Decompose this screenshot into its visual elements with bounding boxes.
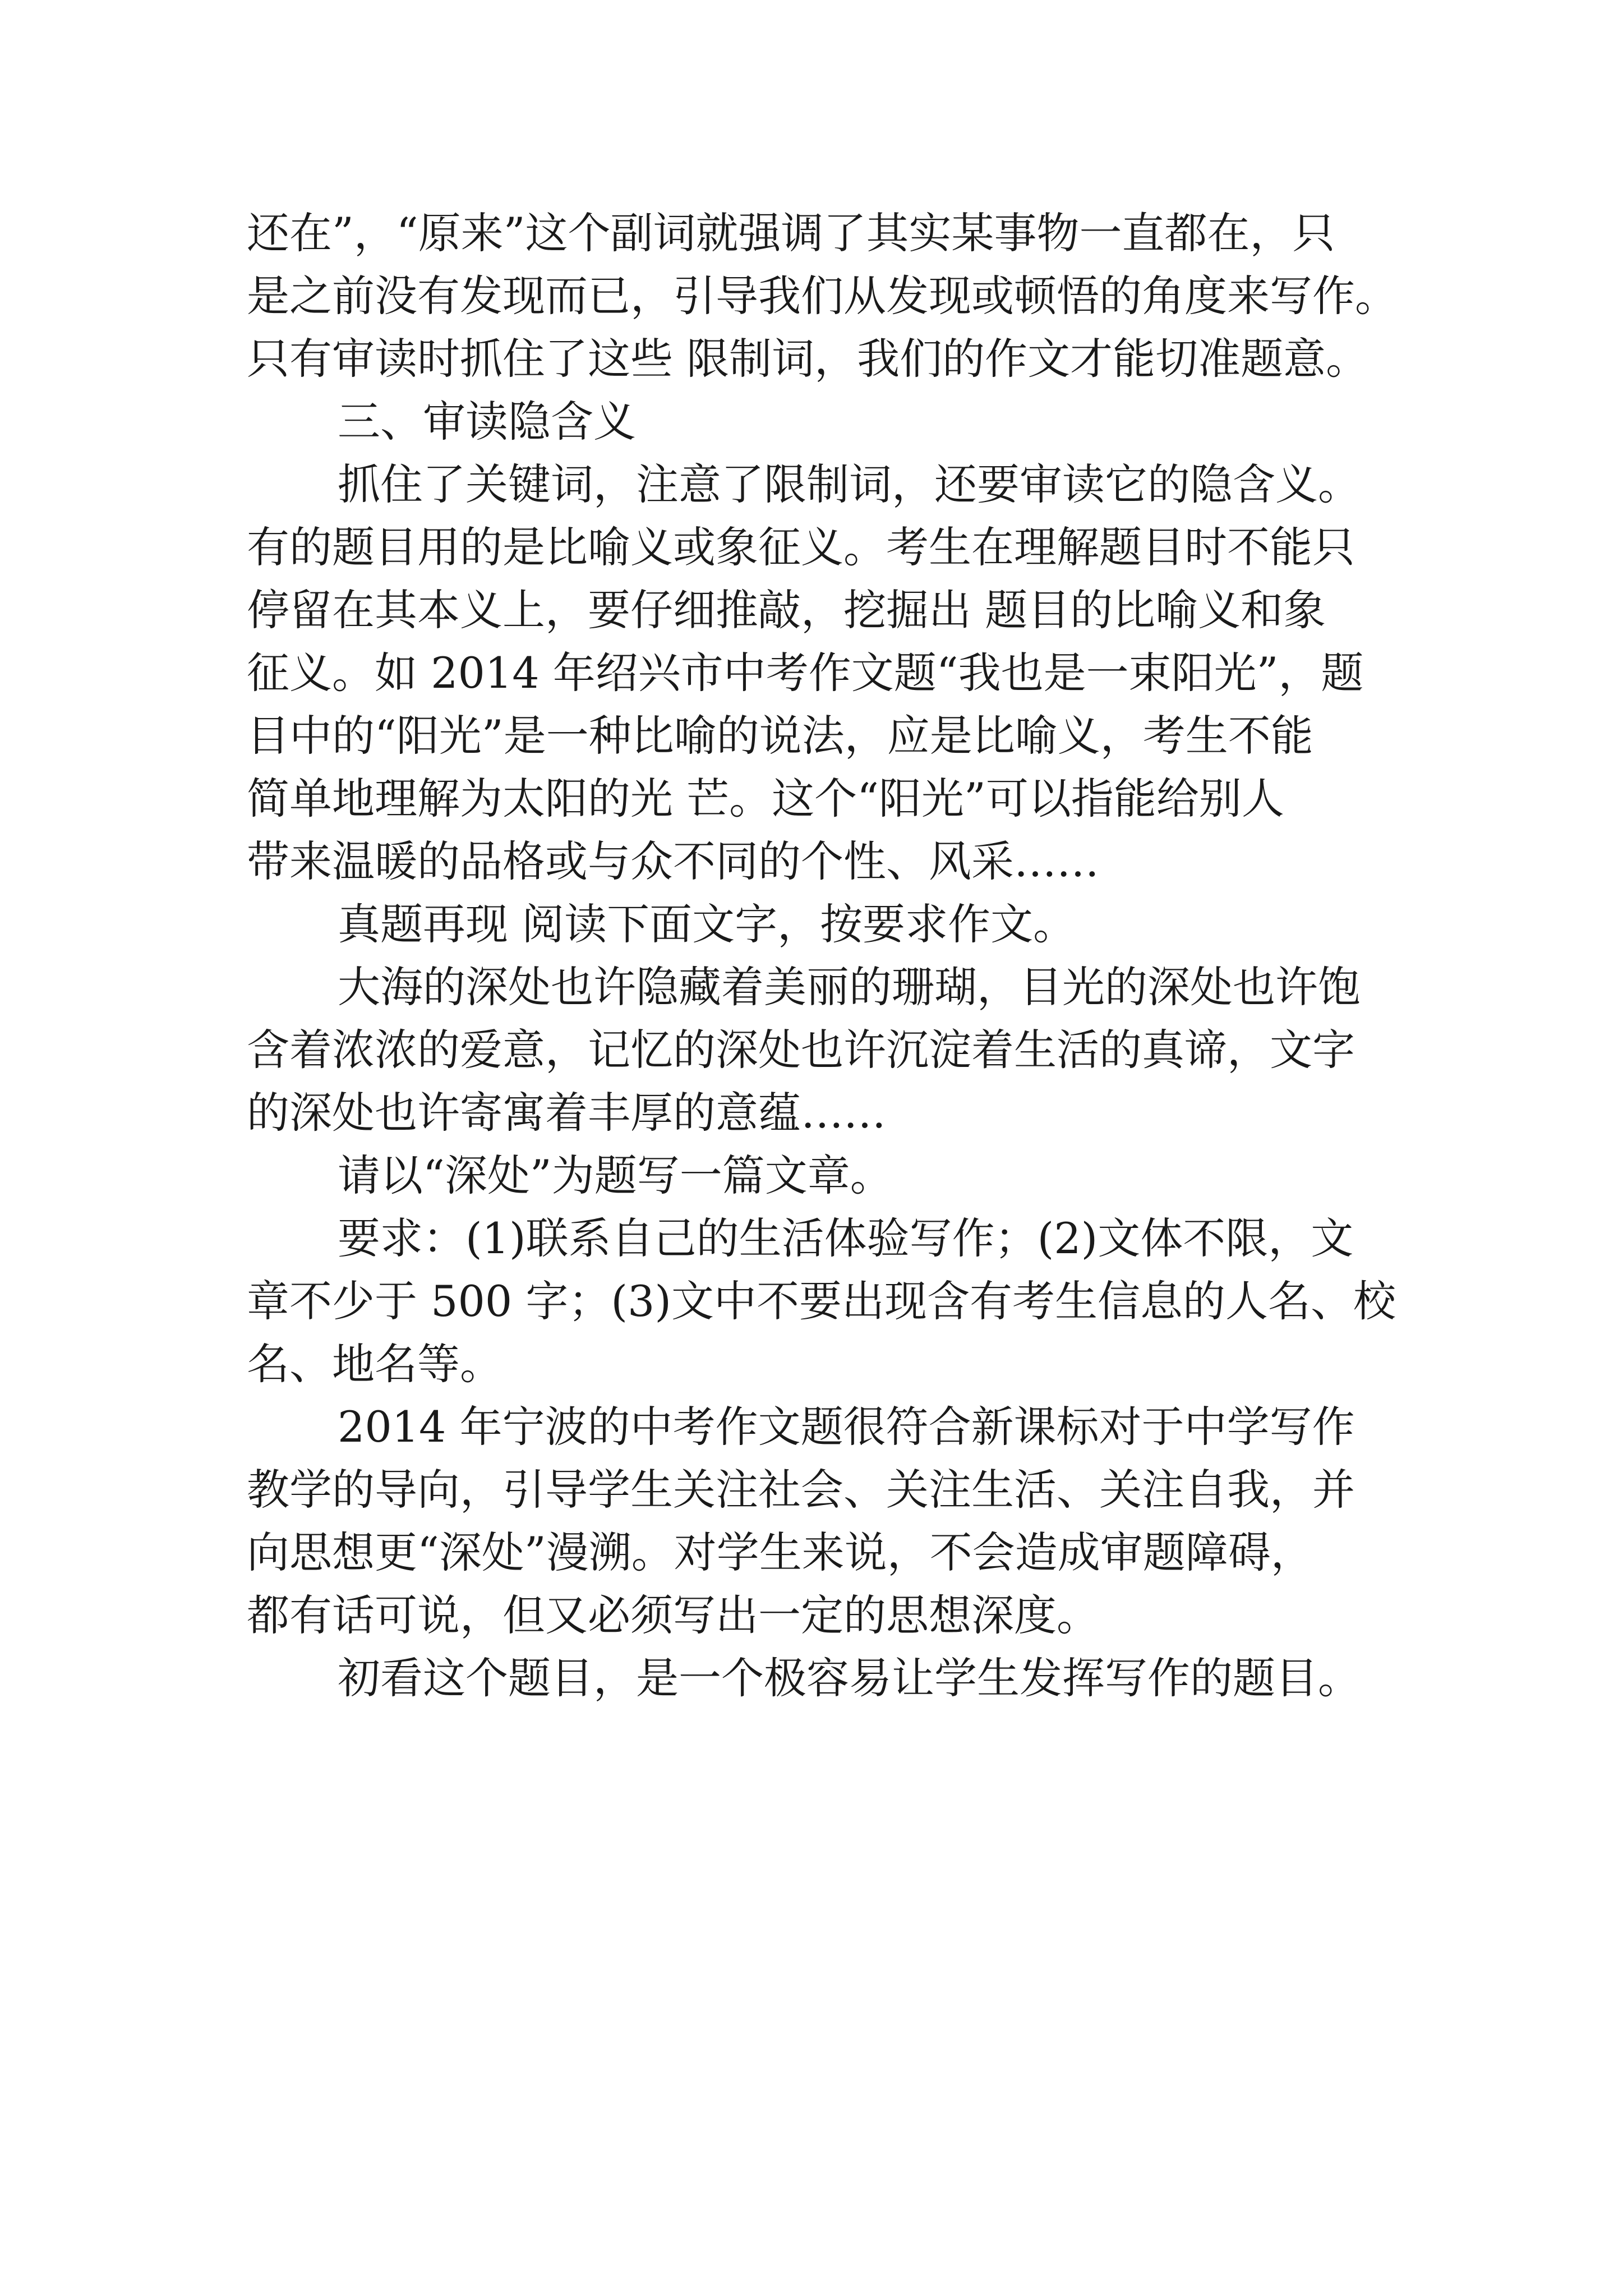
text-line: 名、地名等。: [247, 1339, 502, 1389]
text-line: 的深处也许寄寓着丰厚的意蕴……: [247, 1088, 886, 1138]
text-line: 抓住了关键词，注意了限制词，还要审读它的隐含义。: [338, 459, 1361, 509]
text-line: 三、审读隐含义: [338, 397, 636, 447]
text-line: 请以“深处”为题写一篇文章。: [338, 1151, 893, 1200]
text-line: 教学的导向，引导学生关注社会、关注生活、关注自我，并: [247, 1465, 1355, 1515]
text-line: 停留在其本义上，要仔细推敲，挖掘出 题目的比喻义和象: [247, 585, 1326, 635]
text-line: 只有审读时抓住了这些 限制词，我们的作文才能切准题意。: [247, 334, 1369, 384]
text-line: 2014 年宁波的中考作文题很符合新课标对于中学写作: [338, 1402, 1355, 1452]
text-line: 都有话可说，但又必须写出一定的思想深度。: [247, 1590, 1099, 1640]
text-line: 章不少于 500 字；(3)文中不要出现含有考生信息的人名、校: [247, 1276, 1396, 1326]
text-line: 是之前没有发现而已，引导我们从发现或顿悟的角度来写作。: [247, 271, 1398, 321]
text-line: 初看这个题目，是一个极容易让学生发挥写作的题目。: [338, 1653, 1361, 1703]
text-line: 真题再现 阅读下面文字，按要求作文。: [338, 899, 1076, 949]
text-line: 带来温暖的品格或与众不同的个性、风采……: [247, 836, 1099, 886]
text-line: 含着浓浓的爱意，记忆的深处也许沉淀着生活的真谛，文字: [247, 1025, 1355, 1075]
text-line: 要求：(1)联系自己的生活体验写作；(2)文体不限，文: [338, 1213, 1354, 1263]
text-line: 目中的“阳光”是一种比喻的说法，应是比喻义，考生不能: [247, 711, 1313, 761]
text-line: 征义。如 2014 年绍兴市中考作文题“我也是一束阳光”，题: [247, 648, 1364, 698]
text-line: 简单地理解为太阳的光 芒。这个“阳光”可以指能给别人: [247, 774, 1284, 823]
text-line: 向思想更“深处”漫溯。对学生来说，不会造成审题障碍，: [247, 1527, 1313, 1577]
text-line: 有的题目用的是比喻义或象征义。考生在理解题目时不能只: [247, 522, 1355, 572]
document-body: [247, 202, 1396, 1710]
text-line: 大海的深处也许隐藏着美丽的珊瑚，目光的深处也许饱: [338, 962, 1361, 1012]
text-line: 还在”，“原来”这个副词就强调了其实某事物一直都在，只: [247, 208, 1335, 258]
